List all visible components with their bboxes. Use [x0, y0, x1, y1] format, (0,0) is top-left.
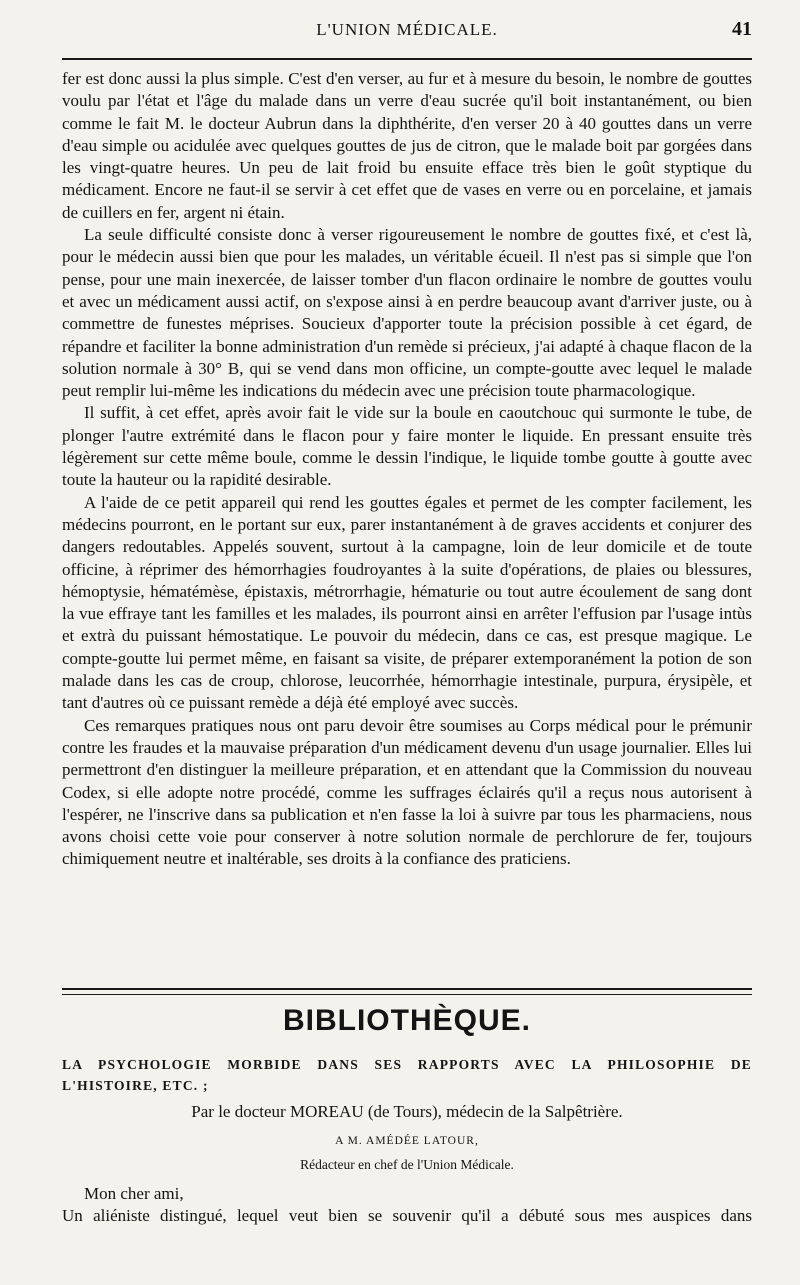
paragraph: A l'aide de ce petit appareil qui rend les gouttes égales et permet de les compter facilement, les médecins pourront, en le portant sur eux, parer instantanément à de graves accidents et conjurer des dangers redoutables. Appelés souvent, surtout à la campagne, loin de leur domicile et de toute officine, à réprimer des hémorrhagies foudroyantes à la suite d'opérations, de plaies ou blessures, hémoptysie, hématémèse, épistaxis, métrorrhagie, hématurie ou tout autre écoulement de sang dont la vue effraye tant les familles et les malades, ils pourront ainsi en arrêter l'effusion par l'usage intùs et extrà du puissant hémostatique. Le pouvoir du médecin, dans ce cas, est presque magique. Le compte-goutte lui permet même, en faisant sa visite, de préparer extemporanément la potion de son malade dans les cas de croup, chlorose, leucorrhée, hémorrhagie intestinale, purpura, érysipèle, et tant d'autres où ce puissant remède a déjà été employé avec succès. [62, 492, 752, 713]
dedication: A M. AMÉDÉE LATOUR, [335, 1135, 479, 1147]
paragraph: fer est donc aussi la plus simple. C'est d'en verser, au fur et à mesure du besoin, le nombre de gouttes voulu par l'état et l'âge du malade dans un verre d'eau sucrée qu'il boit instantanément, ou bien comme le fait M. le docteur Aubrun dans la diphthérite, d'en verser 20 à 40 gouttes dans un verre d'eau simple ou acidulée avec quelques gouttes de jus de citron, que le malade boit par gorgées dans les vingt-quatre heures. Un peu de lait froid bu ensuite efface très bien le goût styptique du médicament. Encore ne faut-il se servir à cet effet que de vases en verre ou en porcelaine, et jamais de cuillers en fer, argent ni étain. [62, 69, 752, 222]
paragraph: La seule difficulté consiste donc à verser rigoureusement le nombre de gouttes fixé, et c'est là, pour le médecin aussi bien que pour les malades, un véritable écueil. Il n'est pas si simple que l'on pense, pour une main inexercée, de laisser tomber d'un flacon ordinaire le nombre de gouttes voulu et avec un médicament aussi actif, on s'expose ainsi à en perdre beaucoup avant d'arriver juste, ou à commettre de funestes méprises. Soucieux d'apporter toute la précision possible à cet égard, de répandre et faciliter la bonne administration d'un remède si précieux, j'ai adapté à chaque flacon de la solution normale à 30° B, qui se vend dans mon officine, un compte-goutte avec lequel le malade peut remplir lui-même les indications du médecin avec une précision toute pharmacologique. [62, 225, 752, 401]
editor-line: Rédacteur en chef de l'Union Médicale. [300, 1157, 514, 1172]
letter-text: Un aliéniste distingué, lequel veut bien se souvenir qu'il a débuté sous mes auspices dans [62, 1206, 752, 1226]
book-title: LA PSYCHOLOGIE MORBIDE DANS SES RAPPORTS AVEC LA PHILOSOPHIE DE L'HISTOIRE, ETC. ; [62, 1057, 752, 1093]
section-divider [62, 988, 752, 995]
letter [62, 1183, 752, 1228]
page-header [62, 14, 752, 48]
article-body [62, 68, 752, 871]
running-title: L'UNION MÉDICALE. [316, 20, 498, 39]
page-number: 41 [732, 18, 752, 40]
book-author: Par le docteur MOREAU (de Tours), médecin de la Salpêtrière. [191, 1102, 623, 1121]
paragraph: Ces remarques pratiques nous ont paru devoir être soumises au Corps médical pour le prémunir contre les fraudes et la mauvaise préparation d'un médicament devenu d'un usage journalier. Elles lui permettront d'en distinguer la meilleure préparation, et en attendant que la Commission du nouveau Codex, si elle adopte notre procédé, comme les suffrages éclairés qu'il a reçus nous autorisent à l'espérer, ne l'inscrive dans sa publication et n'en fasse la loi à suivre par tous les pharmaciens, nous avons choisi cette voie pour conserver à notre solution normale de perchlorure de fer, toujours chimiquement neutre et inaltérable, ses droits à la confiance des praticiens. [62, 715, 752, 869]
header-rule [62, 58, 752, 60]
salutation: Mon cher ami, [84, 1184, 184, 1203]
section-heading: BIBLIOTHÈQUE. [282, 1004, 531, 1037]
paragraph: Il suffit, à cet effet, après avoir fait le vide sur la boule en caoutchouc qui surmonte le tube, de plonger l'autre extrémité dans le flacon pour y faire monter le liquide. En pressant ensuite très légèrement sur cette même boule, comme le dessin l'indique, le liquide tombe goutte à goutte avec toute la hauteur ou la rapidité desirable. [62, 403, 752, 490]
